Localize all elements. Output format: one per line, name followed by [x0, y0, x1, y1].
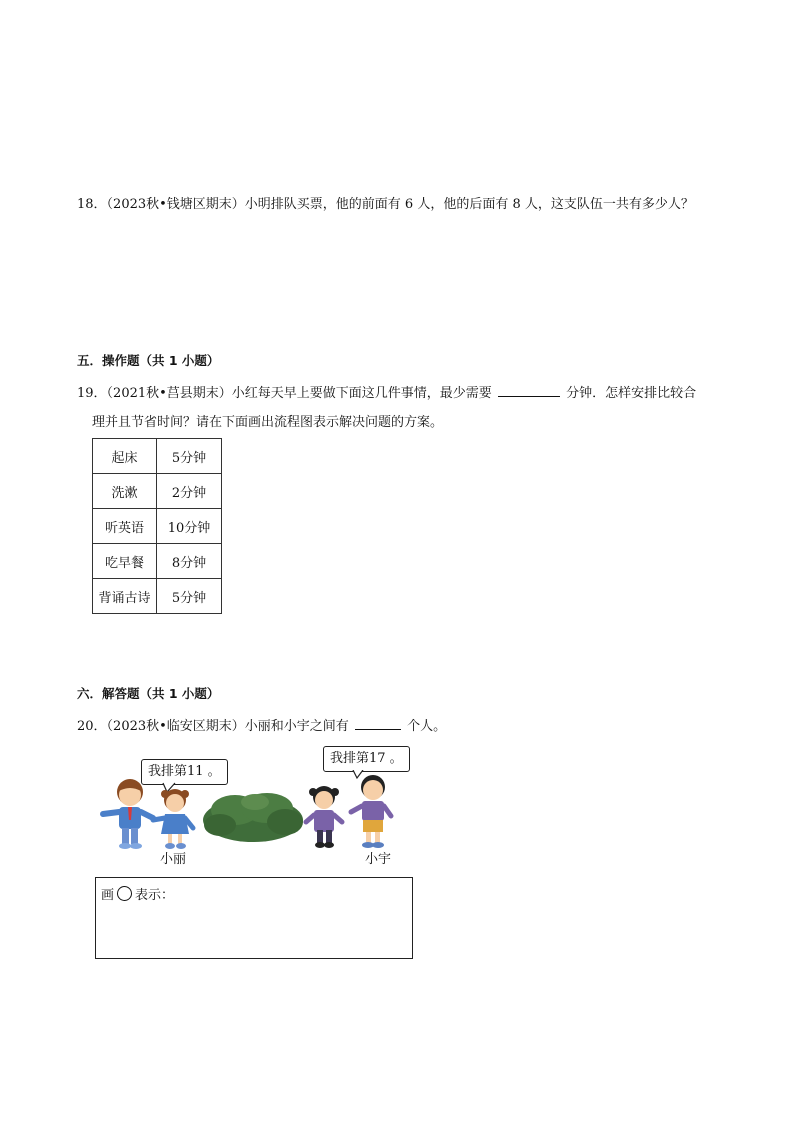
table-cell: 5分钟	[157, 439, 222, 474]
draw-suffix: 表示：	[135, 888, 175, 903]
table-cell: 2分钟	[157, 474, 222, 509]
answer-blank-19[interactable]	[498, 382, 560, 397]
question-20-text-before: 20．（2023秋•临安区期末）小丽和小宇之间有	[77, 719, 349, 734]
table-cell: 背诵古诗	[93, 579, 157, 614]
table-row	[93, 509, 222, 544]
speech-bubble-right: 我排第17 。	[323, 746, 410, 772]
question-19-text-before: 19．（2021秋•莒县期末）小红每天早上要做下面这几件事情，最少需要	[77, 386, 492, 401]
table-cell: 洗漱	[93, 474, 157, 509]
question-20-text-after: 个人。	[407, 719, 447, 734]
drawing-answer-box[interactable]	[95, 877, 413, 959]
question-19-text-after: 分钟．怎样安排比较合	[566, 386, 697, 401]
girl-right-figure	[306, 786, 342, 848]
table-cell: 吃早餐	[93, 544, 157, 579]
girl-xiaoli-figure	[153, 789, 193, 849]
table-cell: 10分钟	[157, 509, 222, 544]
speech-bubble-left: 我排第11 。	[141, 759, 228, 785]
task-time-table	[92, 438, 222, 614]
draw-prefix: 画	[101, 888, 115, 903]
table-row	[93, 474, 222, 509]
question-20	[77, 715, 446, 737]
label-xiaoyu: 小宇	[365, 852, 392, 867]
table-row	[93, 579, 222, 614]
section-5-title: 五．操作题（共 1 小题）	[77, 353, 220, 368]
queue-illustration	[95, 770, 405, 855]
question-18-text: 18．（2023秋•钱塘区期末）小明排队买票，他的前面有 6 人，他的后面有 8 人，这支队伍一共有多少人？	[77, 197, 694, 212]
bush-icon	[203, 793, 303, 842]
question-19-line-2: 理并且节省时间？请在下面画出流程图表示解决问题的方案。	[92, 415, 444, 430]
boy-xiaoyu-figure	[351, 775, 391, 848]
boy-left-figure	[103, 779, 153, 849]
table-cell: 5分钟	[157, 579, 222, 614]
answer-blank-20[interactable]	[355, 715, 401, 730]
question-18	[77, 195, 694, 215]
circle-icon	[117, 886, 132, 901]
table-cell: 听英语	[93, 509, 157, 544]
section-6-title: 六．解答题（共 1 小题）	[77, 686, 220, 701]
bubble-tail-right	[353, 770, 363, 778]
table-row	[93, 544, 222, 579]
table-cell: 起床	[93, 439, 157, 474]
drawing-instruction	[101, 884, 174, 903]
label-xiaoli: 小丽	[160, 852, 187, 867]
question-19-line-1	[77, 382, 696, 404]
table-row	[93, 439, 222, 474]
table-cell: 8分钟	[157, 544, 222, 579]
